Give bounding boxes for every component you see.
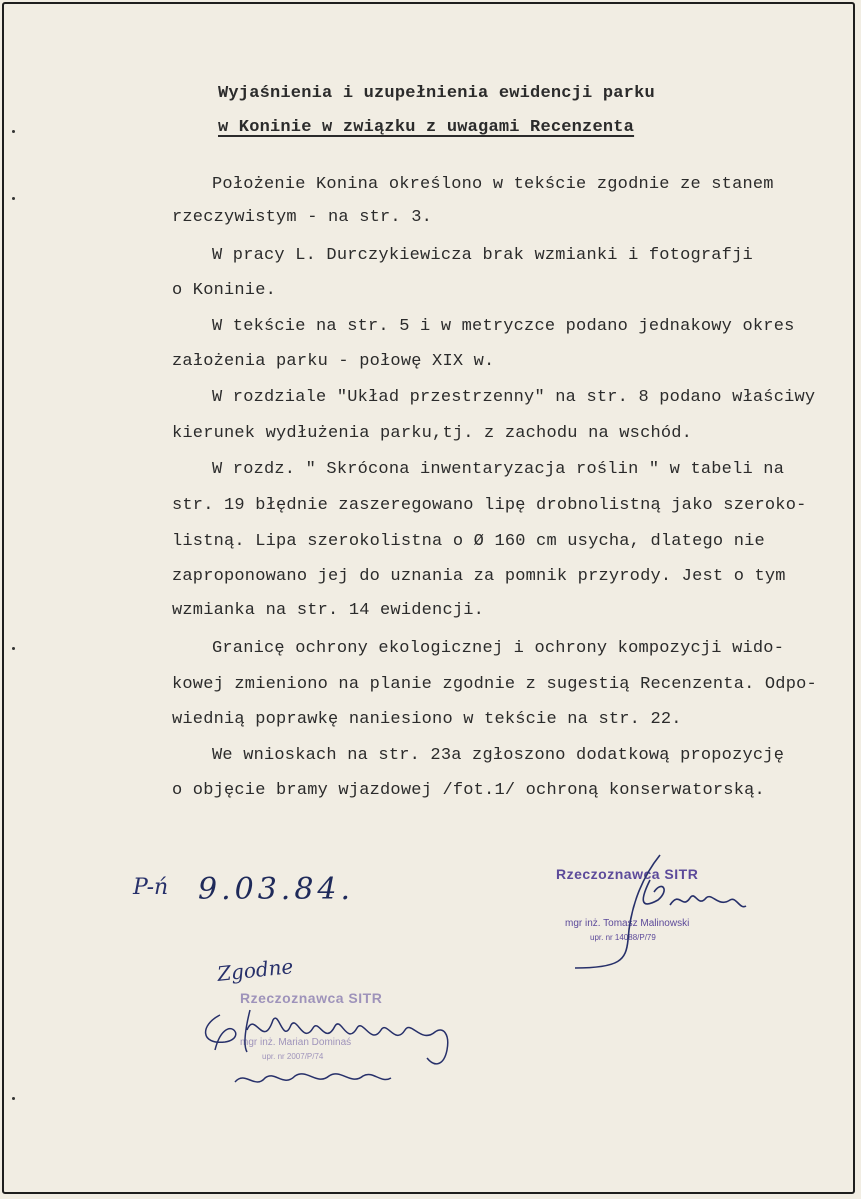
stamp-name: mgr inż. Marian Dominaś	[240, 1037, 352, 1048]
body-line: o objęcie bramy wjazdowej /fot.1/ ochroną konserwatorską.	[172, 781, 765, 800]
title-line-2: w Koninie w związku z uwagami Recenzenta	[218, 118, 635, 137]
signature-2-icon	[195, 990, 465, 1100]
handwritten-zgodnie: Zgodne	[215, 954, 295, 986]
stamp-title: Rzeczoznawca SITR	[240, 990, 383, 1006]
margin-dot	[12, 130, 15, 133]
body-line: W pracy L. Durczykiewicza brak wzmianki i fotografji	[212, 246, 753, 265]
stamp-permit: upr. nr 14088/P/79	[590, 933, 656, 942]
stamp-name: mgr inż. Tomasz Malinowski	[565, 918, 690, 929]
body-line: listną. Lipa szerokolistna o Ø 160 cm usycha, dlatego nie	[172, 532, 765, 551]
margin-dot	[12, 647, 15, 650]
body-line: wiednią poprawkę naniesiono w tekście na str. 22.	[172, 710, 682, 729]
title-line-1: Wyjaśnienia i uzupełnienia ewidencji parku	[218, 84, 655, 103]
stamp-permit: upr. nr 2007/P/74	[262, 1052, 324, 1061]
body-line: W rozdziale "Układ przestrzenny" na str. 8 podano właściwy	[212, 388, 816, 407]
signature-1-icon	[570, 850, 750, 980]
body-line: str. 19 błędnie zaszeregowano lipę drobnolistną jako szeroko-	[172, 496, 807, 515]
stamp-title: Rzeczoznawca SITR	[556, 866, 699, 882]
body-line: założenia parku - połowę XIX w.	[172, 352, 495, 371]
body-line: We wnioskach na str. 23a zgłoszono dodatkową propozycję	[212, 746, 785, 765]
body-line: rzeczywistym - na str. 3.	[172, 208, 433, 227]
body-line: Położenie Konina określono w tekście zgodnie ze stanem	[212, 175, 774, 194]
body-line: W tekście na str. 5 i w metryczce podano jednakowy okres	[212, 317, 795, 336]
body-line: kierunek wydłużenia parku,tj. z zachodu na wschód.	[172, 424, 693, 443]
body-line: wzmianka na str. 14 ewidencji.	[172, 601, 485, 620]
margin-dot	[12, 197, 15, 200]
body-line: W rozdz. " Skrócona inwentaryzacja roślin " w tabeli na	[212, 460, 785, 479]
date-prefix: P-ń	[133, 875, 169, 900]
body-line: o Koninie.	[172, 281, 277, 300]
body-line: zaproponowano jej do uznania za pomnik przyrody. Jest o tym	[172, 567, 786, 586]
body-line: Granicę ochrony ekologicznej i ochrony kompozycji wido-	[212, 639, 785, 658]
body-line: kowej zmieniono na planie zgodnie z sugestią Recenzenta. Odpo-	[172, 675, 817, 694]
handwritten-date: 9.03.84.	[198, 872, 355, 907]
margin-dot	[12, 1097, 15, 1100]
